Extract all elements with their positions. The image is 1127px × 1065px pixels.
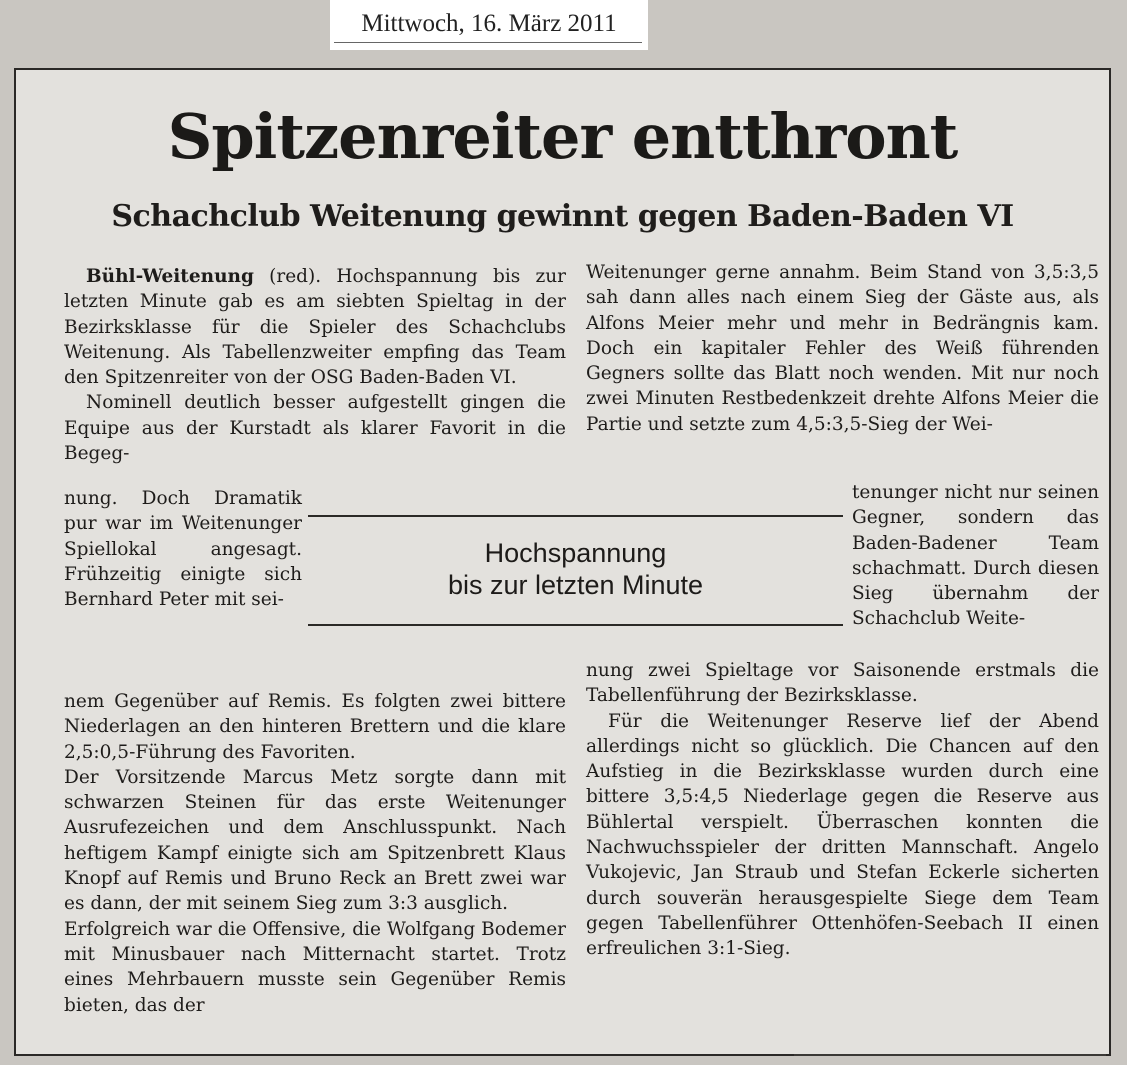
paragraph-intro [64,264,566,390]
pull-quote-line-1: Hochspannung [484,538,667,568]
paragraph-nominell-narrow: nung. Doch Dramatik pur war im Weitenunger Spiellokal angesagt. Frühzeitig einigte sich Bernhard Peter mit sei- [64,488,302,611]
date-banner [330,0,648,50]
column-right-narrow [852,480,1099,632]
paragraph-metz: Der Vorsitzende Marcus Metz sorgte dann mit schwarzen Steinen für das erste Weitenunger Ausrufezeichen und dem Anschlusspunkt. Nach heftigem Kampf einigte sich am Spitzenbrett Klaus Knopf auf Remis und Bruno Reck an Brett zwei war es dann, der mit seinem Sieg zum 3:3 ausglich. [64,766,566,915]
paragraph-weitenunger-narrow: tenunger nicht nur seinen Gegner, sondern das Baden-Badener Team schachmatt. Durch diesen Sieg übernahm der Schachclub Weite- [852,482,1099,630]
subheadline: Schachclub Weitenung gewinnt gegen Baden-Baden VI [111,199,1014,234]
pull-quote-line-2: bis zur letzten Minute [447,570,704,600]
paragraph-offensive: Erfolgreich war die Offensive, die Wolfgang Bodemer mit Minusbauer nach Mitternacht startet. Trotz eines Mehrbauern musste sein Gegenüber Remis bieten, das der [64,918,566,1016]
headline: Spitzenreiter entthront [167,100,958,173]
column-left-narrow [64,486,302,612]
publication-date: Mittwoch, 16. März 2011 [361,10,617,37]
column-left-bottom [64,689,566,1018]
date-underline [334,42,642,43]
article-end-rule [794,1054,1106,1056]
paragraph-nominell-bottom: nem Gegenüber auf Remis. Es folgten zwei bittere Niederlagen an den hinteren Brettern und die klare 2,5:0,5-Führung des Favoriten. [64,691,566,763]
column-right-bottom [586,658,1099,962]
paragraph-reserve: Für die Weitenunger Reserve lief der Abend allerdings nicht so glücklich. Die Chancen auf den Aufstieg in die Bezirksklasse wurden durch eine bittere 3,5:4,5 Niederlage gegen die Reserve aus Bühlertal verspielt. Überraschen konnten die Nachwuchsspieler der dritten Mannschaft. Angelo Vukojevic, Jan Straub und Stefan Eckerle sicherten durch souverän herausgespielte Siege dem Team gegen Tabellenführer Ottenhöfen-Seebach II einen erfreulichen 3:1-Sieg. [586,710,1099,960]
paragraph-nominell-top: Nominell deutlich besser aufgestellt gingen die Equipe aus der Kurstadt als klarer Favorit in die Begeg- [64,392,566,465]
pull-quote-text [308,537,843,601]
paragraph-weitenunger-bottom: nung zwei Spieltage vor Saisonende erstmals die Tabellenführung der Bezirksklasse. [586,660,1099,707]
column-right-top [586,260,1099,437]
pull-quote-bottom-rule [308,624,843,626]
article-box [14,68,1111,1056]
pull-quote-top-rule [308,515,843,517]
paragraph-weitenunger-top: Weitenunger gerne annahm. Beim Stand von 3,5:3,5 sah dann alles nach einem Sieg der Gäste aus, als Alfons Meier mehr und mehr in Bedrängnis kam. Doch ein kapitaler Fehler des Weiß führenden Gegners sollte das Blatt noch wenden. Mit nur noch zwei Minuten Restbedenkzeit drehte Alfons Meier die Partie und setzte zum 4,5:3,5-Sieg der Wei- [586,262,1099,435]
intro-text: (red). Hochspannung bis zur letzten Minute gab es am siebten Spieltag in der Bezirksklasse für die Spieler des Schachclubs Weitenung. Als Tabellenzweiter empfing das Team den Spitzenreiter von der OSG Baden-Baden VI. [64,266,566,389]
dateline: Bühl-Weitenung [86,266,254,287]
column-left-top [64,264,566,466]
